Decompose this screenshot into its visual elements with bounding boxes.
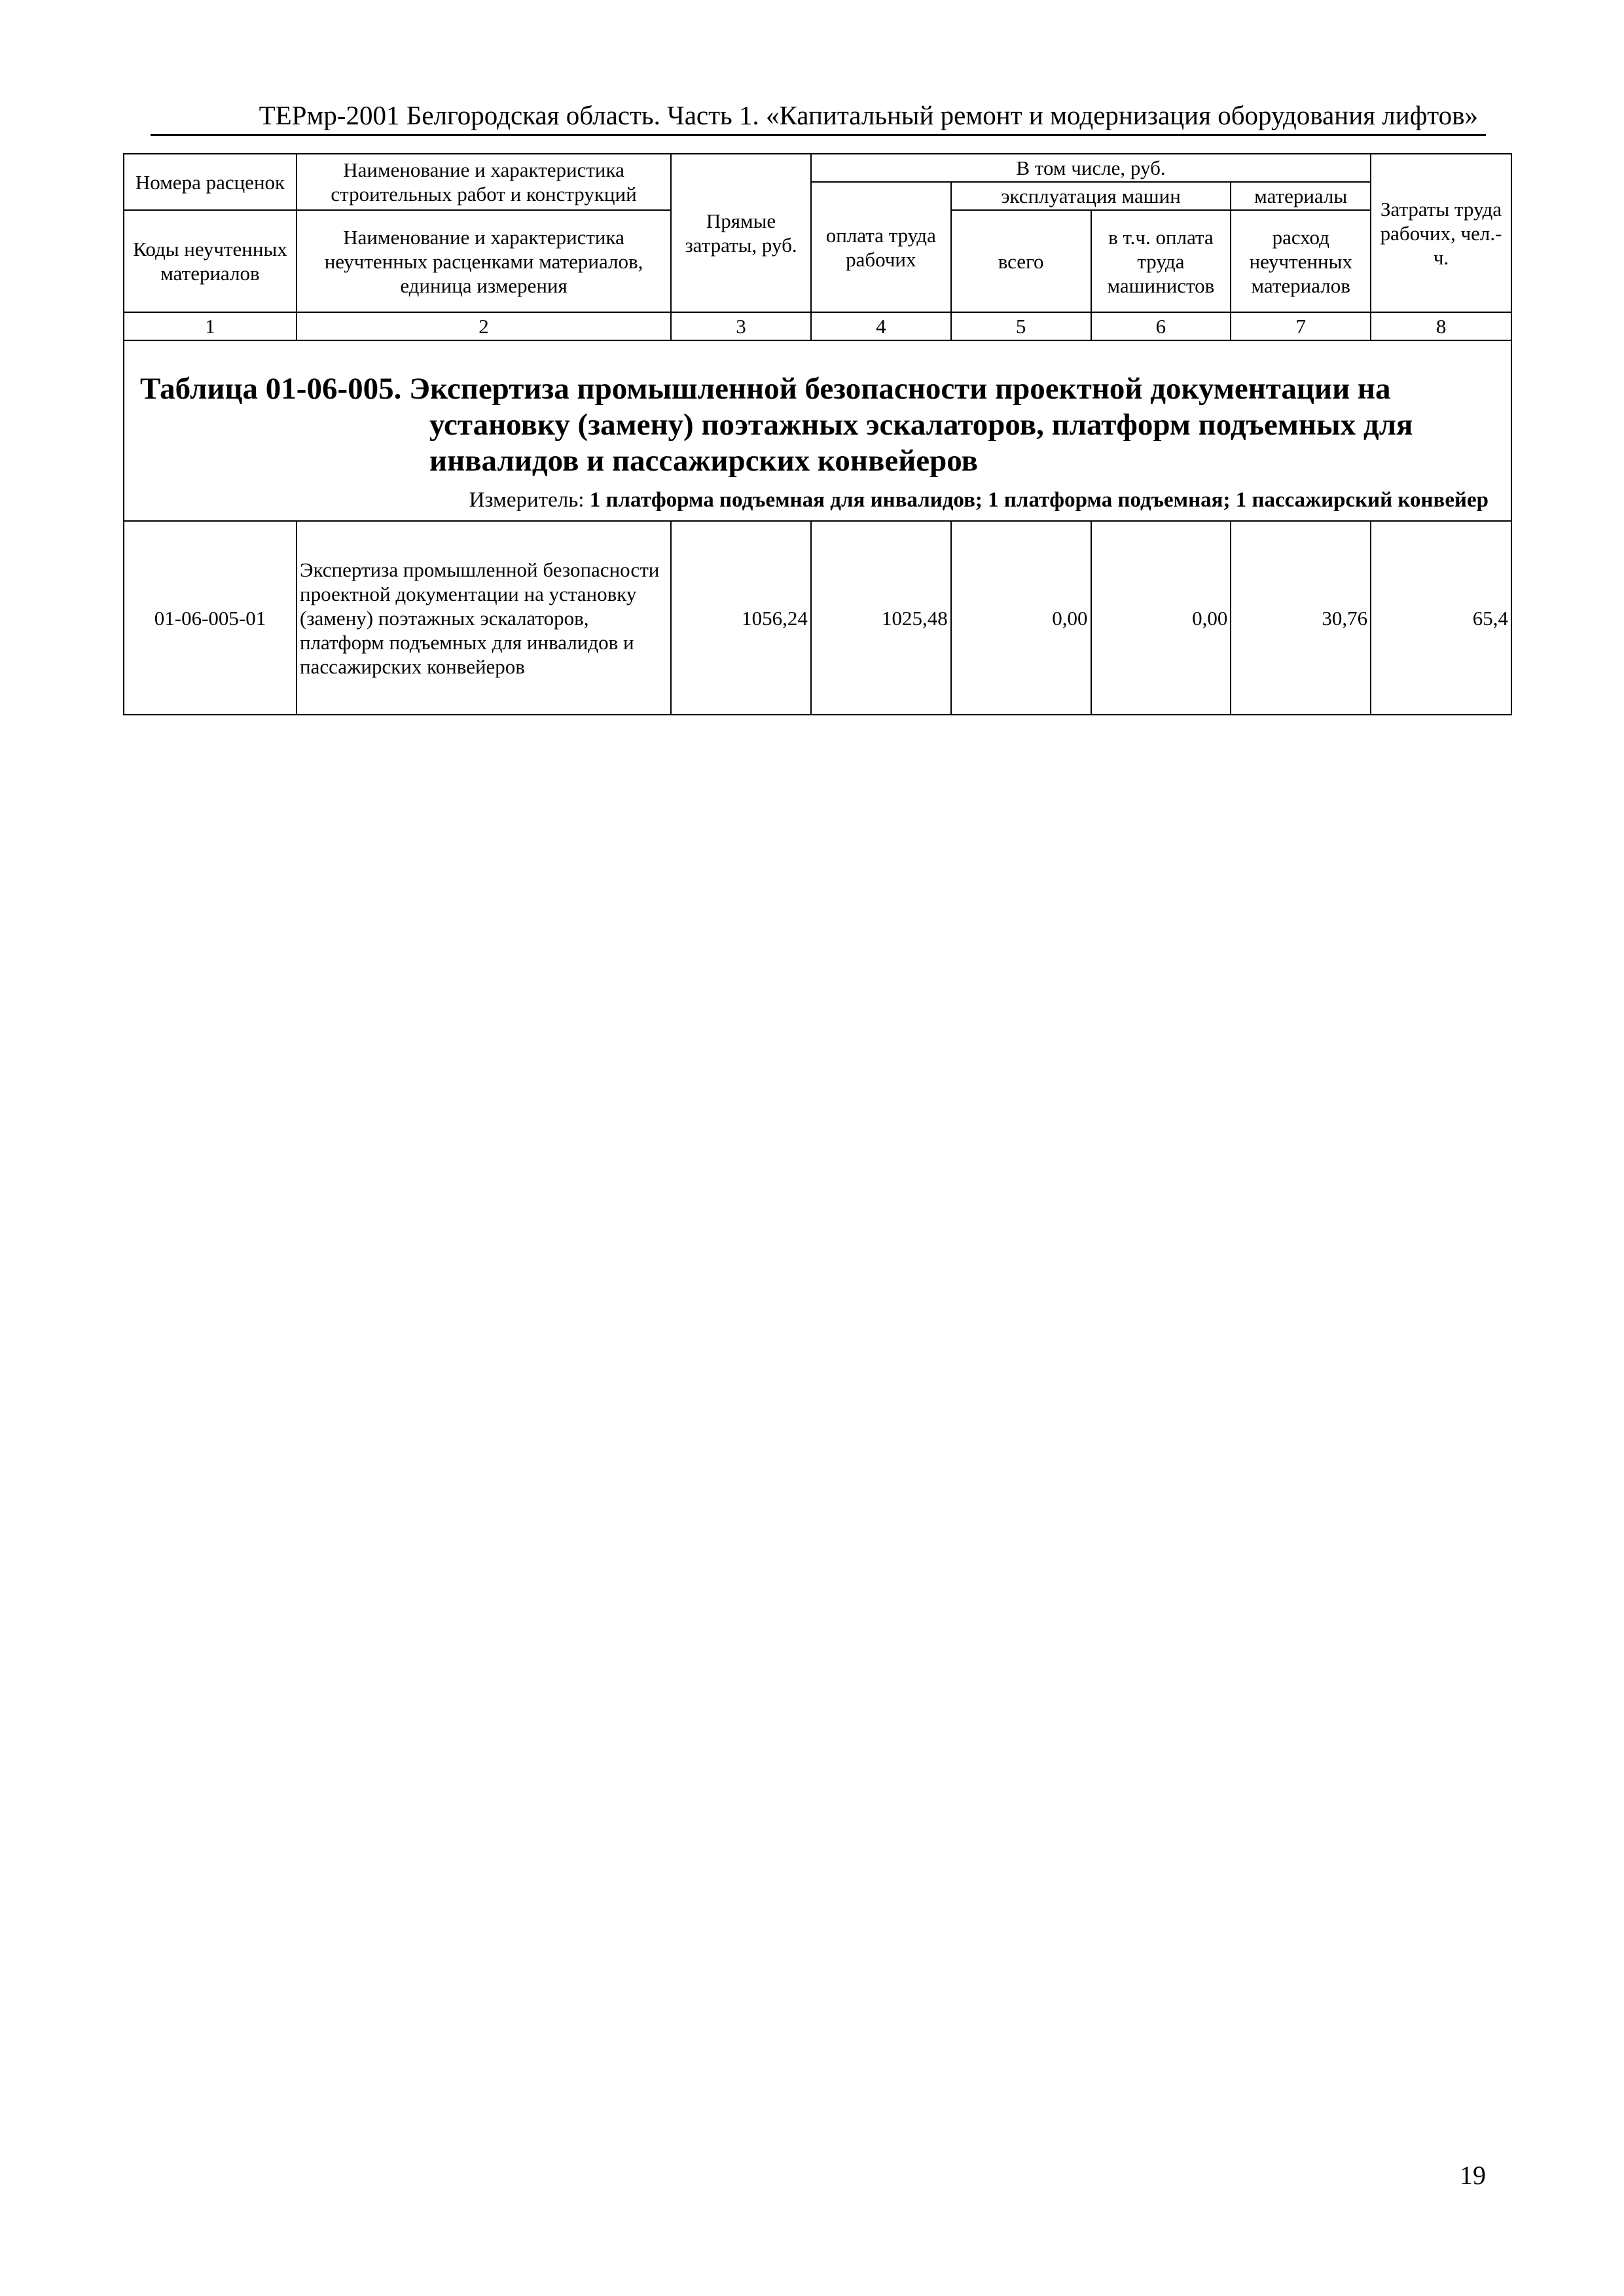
measurer-label: Измеритель: [469,488,585,512]
col-worker-pay: оплата труда рабочих [811,182,951,312]
col-direct-costs: Прямые затраты, руб. [671,154,811,312]
table-title-cell [124,340,1511,521]
rate-name: Экспертиза промышленной безопасности проектной документации на установку (замену) поэтажных эскалаторов, платформ подъемных для инвалидов и пассажирских конвейеров [297,521,671,715]
column-index: 8 [1371,312,1511,340]
materials-value: 30,76 [1231,521,1371,715]
col-work-name: Наименование и характеристика строительных работ и конструкций [297,154,671,210]
column-index: 3 [671,312,811,340]
col-machine-operation: эксплуатация машин [951,182,1231,210]
col-including: В том числе, руб. [811,154,1371,182]
table-title [140,371,1495,479]
col-material-codes: Коды неучтенных материалов [124,210,297,312]
column-index: 6 [1091,312,1231,340]
col-machine-total: всего [951,210,1091,312]
table-title-row [124,340,1511,521]
col-materials: материалы [1231,182,1371,210]
column-index-row [124,312,1511,340]
table-title-text: Экспертиза промышленной безопасности проектной документации на установку (замену) поэтажных эскалаторов, платформ подъемных для инвалидов и пассажирских конвейеров [409,372,1413,478]
column-index: 5 [951,312,1091,340]
page-number: 19 [1460,2161,1486,2190]
column-index: 4 [811,312,951,340]
rates-table [123,153,1512,715]
table-title-lead: Таблица 01-06-005. [140,372,402,406]
column-index: 2 [297,312,671,340]
measurer-value: 1 платформа подъемная для инвалидов; 1 платформа подъемная; 1 пассажирский конвейер [589,488,1489,512]
col-unaccounted-materials: расход неучтенных материалов [1231,210,1371,312]
machinist-pay-value: 0,00 [1091,521,1231,715]
measurer [124,487,1511,513]
col-labor-costs: Затраты труда рабочих, чел.-ч. [1371,154,1511,312]
worker-pay-value: 1025,48 [811,521,951,715]
table-row [124,521,1511,715]
column-index: 7 [1231,312,1371,340]
page-header: ТЕРмр-2001 Белгородская область. Часть 1. «Капитальный ремонт и модернизация оборудования лифтов» [259,100,1478,130]
header-row-1 [124,154,1511,182]
col-material-name: Наименование и характеристика неучтенных расценками материалов, единица измерения [297,210,671,312]
labor-costs-value: 65,4 [1371,521,1511,715]
direct-costs-value: 1056,24 [671,521,811,715]
header-rule [151,134,1486,136]
machine-total-value: 0,00 [951,521,1091,715]
column-index: 1 [124,312,297,340]
col-machinist-pay: в т.ч. оплата труда машинистов [1091,210,1231,312]
col-rate-numbers: Номера расценок [124,154,297,210]
rate-code: 01-06-005-01 [124,521,297,715]
